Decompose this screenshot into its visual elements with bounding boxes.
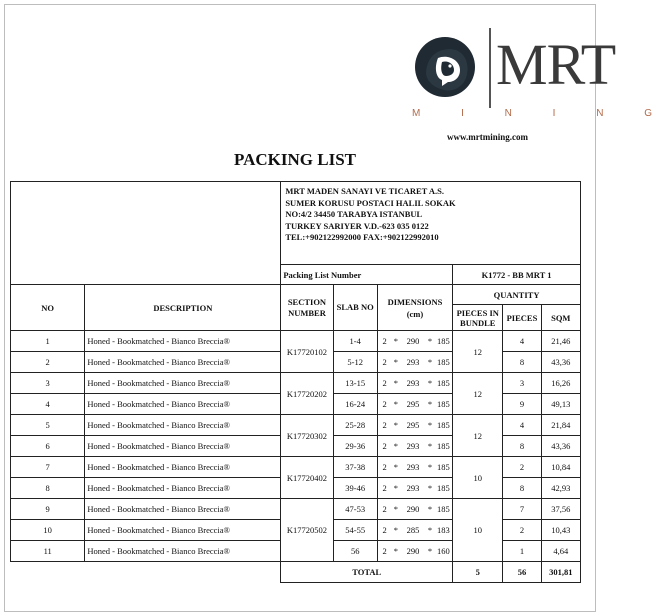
total-sqm: 301,81 [541, 562, 580, 583]
dimension-separator: * [391, 499, 400, 520]
section-number: K17720302 [281, 415, 333, 457]
section-number: K17720102 [281, 331, 333, 373]
table-row [11, 373, 581, 394]
pieces-in-bundle: 12 [453, 331, 503, 373]
header-pieces: PIECES [503, 305, 541, 331]
dimension-width: 185 [435, 478, 453, 499]
dimension-length: 295 [400, 415, 425, 436]
dimension-length: 293 [400, 478, 425, 499]
row-sqm: 21,46 [541, 331, 580, 352]
row-sqm: 49,13 [541, 394, 580, 415]
dimension-separator: * [426, 478, 435, 499]
row-pieces: 2 [503, 457, 541, 478]
dimension-thickness: 2 [377, 478, 391, 499]
dimension-separator: * [426, 394, 435, 415]
dimension-separator: * [426, 541, 435, 562]
packing-list-number: K1772 - BB MRT 1 [453, 265, 581, 285]
brand-name: MRT [496, 32, 616, 97]
header-section-number: SECTION NUMBER [281, 285, 333, 331]
row-pieces: 3 [503, 373, 541, 394]
row-description: Honed - Bookmatched - Bianco Breccia® [85, 436, 281, 457]
row-description: Honed - Bookmatched - Bianco Breccia® [85, 457, 281, 478]
slab-number: 47-53 [333, 499, 377, 520]
row-description: Honed - Bookmatched - Bianco Breccia® [85, 394, 281, 415]
total-pieces: 56 [503, 562, 541, 583]
dimension-separator: * [391, 478, 400, 499]
mrt-logo [412, 28, 671, 144]
dimension-thickness: 2 [377, 331, 391, 352]
row-sqm: 21,84 [541, 415, 580, 436]
dimension-length: 290 [400, 499, 425, 520]
total-bundles: 5 [453, 562, 503, 583]
dimension-separator: * [426, 352, 435, 373]
dimension-width: 185 [435, 352, 453, 373]
pieces-in-bundle: 12 [453, 373, 503, 415]
dimension-separator: * [426, 373, 435, 394]
slab-number: 56 [333, 541, 377, 562]
row-description: Honed - Bookmatched - Bianco Breccia® [85, 373, 281, 394]
row-description: Honed - Bookmatched - Bianco Breccia® [85, 478, 281, 499]
section-number: K17720502 [281, 499, 333, 562]
pieces-in-bundle: 12 [453, 415, 503, 457]
row-description: Honed - Bookmatched - Bianco Breccia® [85, 541, 281, 562]
dimension-length: 295 [400, 394, 425, 415]
table-row [11, 331, 581, 352]
header-description: DESCRIPTION [85, 285, 281, 331]
row-pieces: 9 [503, 394, 541, 415]
dimension-separator: * [426, 520, 435, 541]
row-no: 11 [11, 541, 85, 562]
document-title: PACKING LIST [234, 150, 357, 169]
dimension-length: 293 [400, 436, 425, 457]
header-pieces-in-bundle: PIECES IN BUNDLE [453, 305, 503, 331]
dimension-thickness: 2 [377, 394, 391, 415]
header-dimensions: DIMENSIONS (cm) [377, 285, 452, 331]
dimension-separator: * [391, 352, 400, 373]
row-no: 4 [11, 394, 85, 415]
row-sqm: 4,64 [541, 541, 580, 562]
row-description: Honed - Bookmatched - Bianco Breccia® [85, 499, 281, 520]
row-pieces: 2 [503, 520, 541, 541]
dimension-length: 290 [400, 541, 425, 562]
dimension-separator: * [391, 415, 400, 436]
dimension-thickness: 2 [377, 520, 391, 541]
dimension-separator: * [391, 373, 400, 394]
dimension-separator: * [391, 520, 400, 541]
total-label: TOTAL [281, 562, 453, 583]
dimension-thickness: 2 [377, 352, 391, 373]
dimension-separator: * [426, 457, 435, 478]
row-no: 10 [11, 520, 85, 541]
table-row [11, 499, 581, 520]
row-pieces: 1 [503, 541, 541, 562]
dimension-separator: * [426, 436, 435, 457]
row-no: 1 [11, 331, 85, 352]
brand-tagline: M I N I N G [412, 108, 671, 119]
website-link[interactable]: www.mrtmining.com [447, 132, 528, 142]
dimension-length: 290 [400, 331, 425, 352]
row-description: Honed - Bookmatched - Bianco Breccia® [85, 415, 281, 436]
pieces-in-bundle: 10 [453, 499, 503, 562]
row-pieces: 8 [503, 436, 541, 457]
row-no: 7 [11, 457, 85, 478]
dimension-width: 160 [435, 541, 453, 562]
dimension-separator: * [391, 541, 400, 562]
slab-number: 25-28 [333, 415, 377, 436]
dimension-thickness: 2 [377, 541, 391, 562]
pieces-in-bundle: 10 [453, 457, 503, 499]
dimension-separator: * [391, 331, 400, 352]
dimension-separator: * [391, 436, 400, 457]
row-description: Honed - Bookmatched - Bianco Breccia® [85, 331, 281, 352]
dimension-width: 185 [435, 394, 453, 415]
dimension-thickness: 2 [377, 373, 391, 394]
row-sqm: 16,26 [541, 373, 580, 394]
row-pieces: 8 [503, 352, 541, 373]
slab-number: 1-4 [333, 331, 377, 352]
header-slab-no: SLAB NO [333, 285, 377, 331]
slab-number: 5-12 [333, 352, 377, 373]
slab-number: 13-15 [333, 373, 377, 394]
slab-number: 39-46 [333, 478, 377, 499]
row-sqm: 10,84 [541, 457, 580, 478]
dimension-length: 293 [400, 352, 425, 373]
row-no: 9 [11, 499, 85, 520]
dimension-width: 185 [435, 457, 453, 478]
dimension-separator: * [426, 499, 435, 520]
header-quantity: QUANTITY [453, 285, 581, 305]
row-sqm: 42,93 [541, 478, 580, 499]
dimension-width: 183 [435, 520, 453, 541]
row-pieces: 8 [503, 478, 541, 499]
dimension-thickness: 2 [377, 499, 391, 520]
slab-number: 16-24 [333, 394, 377, 415]
total-row [11, 562, 581, 583]
dimension-separator: * [391, 394, 400, 415]
dimension-width: 185 [435, 331, 453, 352]
dimension-width: 185 [435, 436, 453, 457]
header-no: NO [11, 285, 85, 331]
row-pieces: 7 [503, 499, 541, 520]
dimension-width: 185 [435, 415, 453, 436]
row-no: 2 [11, 352, 85, 373]
row-no: 3 [11, 373, 85, 394]
packing-list-table [10, 181, 581, 583]
dimension-length: 293 [400, 457, 425, 478]
dimension-separator: * [426, 331, 435, 352]
row-sqm: 43,36 [541, 436, 580, 457]
row-description: Honed - Bookmatched - Bianco Breccia® [85, 352, 281, 373]
row-sqm: 37,56 [541, 499, 580, 520]
row-sqm: 10,43 [541, 520, 580, 541]
company-address: MRT MADEN SANAYI VE TICARET A.S. SUMER KORUSU POSTACI HALIL SOKAK NO:4/2 34450 TARABYA ISTANBUL TURKEY SARIYER V.D.-623 035 0122 TEL:+902122992000 FAX:+902122992010 [281, 182, 581, 265]
dimension-separator: * [391, 457, 400, 478]
row-sqm: 43,36 [541, 352, 580, 373]
dimension-separator: * [426, 415, 435, 436]
slab-number: 54-55 [333, 520, 377, 541]
section-number: K17720202 [281, 373, 333, 415]
row-no: 5 [11, 415, 85, 436]
section-number: K17720402 [281, 457, 333, 499]
lion-head-icon [412, 34, 478, 100]
logo-divider [489, 28, 491, 108]
table-row [11, 457, 581, 478]
dimension-width: 185 [435, 499, 453, 520]
slab-number: 29-36 [333, 436, 377, 457]
slab-number: 37-38 [333, 457, 377, 478]
dimension-width: 185 [435, 373, 453, 394]
dimension-length: 293 [400, 373, 425, 394]
dimension-thickness: 2 [377, 436, 391, 457]
row-description: Honed - Bookmatched - Bianco Breccia® [85, 520, 281, 541]
row-pieces: 4 [503, 331, 541, 352]
row-pieces: 4 [503, 415, 541, 436]
dimension-thickness: 2 [377, 415, 391, 436]
row-no: 8 [11, 478, 85, 499]
dimension-length: 285 [400, 520, 425, 541]
row-no: 6 [11, 436, 85, 457]
packing-list-label: Packing List Number [281, 265, 453, 285]
table-row [11, 415, 581, 436]
dimension-thickness: 2 [377, 457, 391, 478]
header-sqm: SQM [541, 305, 580, 331]
